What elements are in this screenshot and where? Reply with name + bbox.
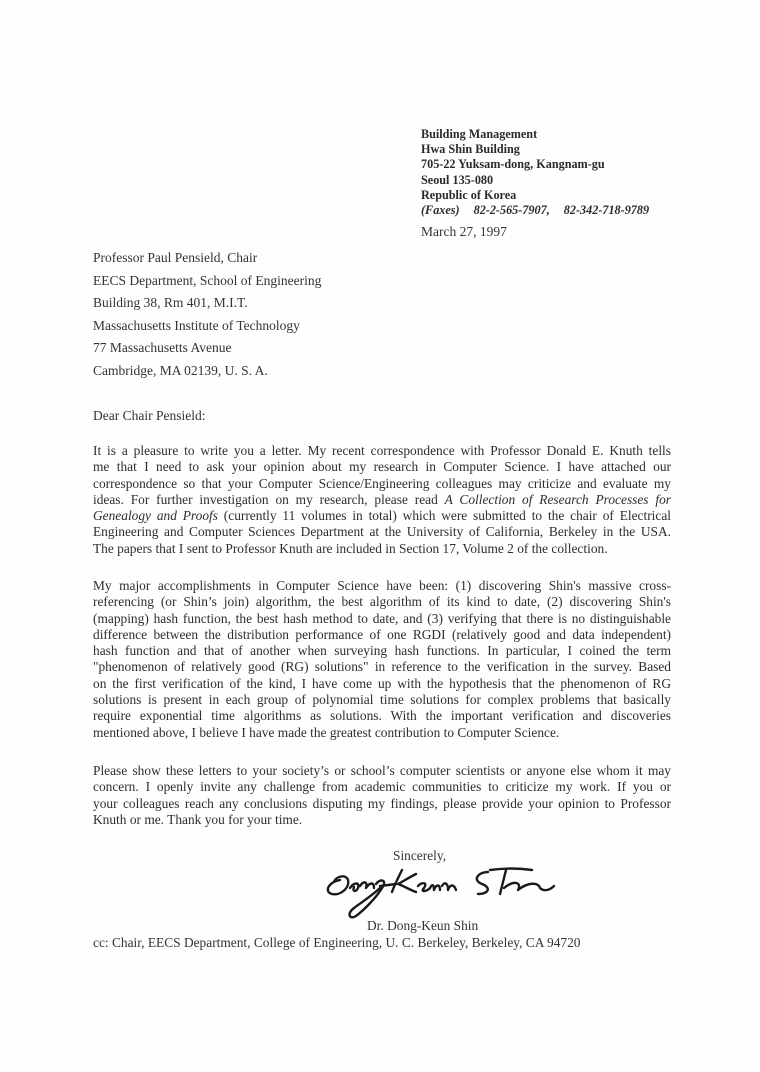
recipient-line: 77 Massachusetts Avenue — [93, 340, 232, 356]
body-paragraph-2 — [93, 578, 671, 741]
body-paragraph-1 — [93, 443, 671, 557]
recipient-line: Cambridge, MA 02139, U. S. A. — [93, 362, 268, 378]
text-line: correspondence so that your Computer Science/Engineering colleagues may criticize and evaluate my — [93, 475, 671, 491]
letter-date: March 27, 1997 — [421, 224, 507, 239]
text-line: mentioned above, I believe I have made the greatest contribution to Computer Science. — [93, 724, 560, 740]
letterhead-line: Hwa Shin Building — [421, 142, 520, 157]
text-fragment: ideas. For further investigation on my research, please read — [93, 491, 445, 507]
recipient-line: Professor Paul Pensield, Chair — [93, 250, 258, 265]
text-line: "phenomenon of relatively good (RG) solutions" in reference to the verification in the survey. Based — [93, 659, 671, 675]
text-line: Knuth or me. Thank you for your time. — [93, 811, 303, 827]
text-line: concern. I openly invite any challenge from academic communities to criticize my work. If you or — [93, 779, 671, 795]
letterhead-line: Republic of Korea — [421, 187, 517, 202]
text-line: require exponential time algorithms as solutions. With the important verification and discoveries — [93, 708, 671, 724]
letterhead-line: Building Management — [421, 127, 538, 141]
text-line: me that I need to ask your opinion about my research in Computer Science. I have attached our — [93, 459, 671, 475]
text-line: referencing (or Shin’s join) algorithm, the best algorithm of its kind to date, (2) discovering Shin's — [93, 594, 671, 610]
recipient-line: Massachusetts Institute of Technology — [93, 317, 300, 333]
text-line: on the first verification of the kind, I have come up with the hypothesis that the phenomenon of RG — [93, 675, 671, 691]
recipient-address — [93, 247, 321, 383]
salutation: Dear Chair Pensield: — [93, 408, 206, 423]
text-fragment: (currently 11 volumes in total) which were submitted to the chair of Electrical — [217, 508, 671, 524]
text-line: (mapping) hash function, the best hash method to date, and (3) verifying that there is no distinguishable — [93, 610, 671, 626]
text-line — [93, 508, 671, 524]
signer-name: Dr. Dong-Keun Shin — [367, 918, 479, 933]
fax-number-1: 82-2-565-7907, — [473, 203, 550, 218]
fax-label: (Faxes) — [421, 203, 460, 218]
sender-letterhead — [421, 127, 649, 218]
text-line: hash function and that of another when surveying hash functions. In particular, I coined the term — [93, 643, 671, 659]
text-line: The papers that I sent to Professor Knuth are included in Section 17, Volume 2 of the collection. — [93, 540, 608, 556]
fax-numbers — [421, 203, 649, 218]
letterhead-line: 705-22 Yuksam-dong, Kangnam-gu — [421, 157, 605, 172]
recipient-line: EECS Department, School of Engineering — [93, 272, 322, 288]
fax-number-2: 82-342-718-9789 — [563, 203, 650, 218]
signature-icon — [318, 858, 558, 920]
text-line: your colleagues reach any conclusions disputing my findings, please provide your opinion to Professor — [93, 795, 671, 811]
cc-line: cc: Chair, EECS Department, College of Engineering, U. C. Berkeley, Berkeley, CA 94720 — [93, 935, 581, 950]
closing: Sincerely, — [393, 848, 447, 863]
text-line: Engineering and Computer Sciences Department at the University of California, Berkeley in the USA. — [93, 524, 671, 540]
book-title: Genealogy and Proofs — [93, 508, 218, 524]
book-title: A Collection of Research Processes for — [444, 491, 671, 507]
text-line: My major accomplishments in Computer Science have been: (1) discovering Shin's massive cross- — [93, 578, 671, 593]
recipient-line: Building 38, Rm 401, M.I.T. — [93, 295, 248, 311]
text-line — [93, 492, 671, 508]
letterhead-line: Seoul 135-080 — [421, 172, 494, 187]
text-line: difference between the distribution performance of one RGDI (relatively good and data independent) — [93, 626, 671, 642]
text-line: It is a pleasure to write you a letter. My recent correspondence with Professor Donald E. Knuth tells — [93, 443, 671, 458]
text-line: solutions is present in each group of polynomial time solutions for complex problems that basically — [93, 692, 671, 708]
body-paragraph-3 — [93, 763, 671, 828]
text-line: Please show these letters to your society’s or school’s computer scientists or anyone else whom it may — [93, 763, 671, 778]
